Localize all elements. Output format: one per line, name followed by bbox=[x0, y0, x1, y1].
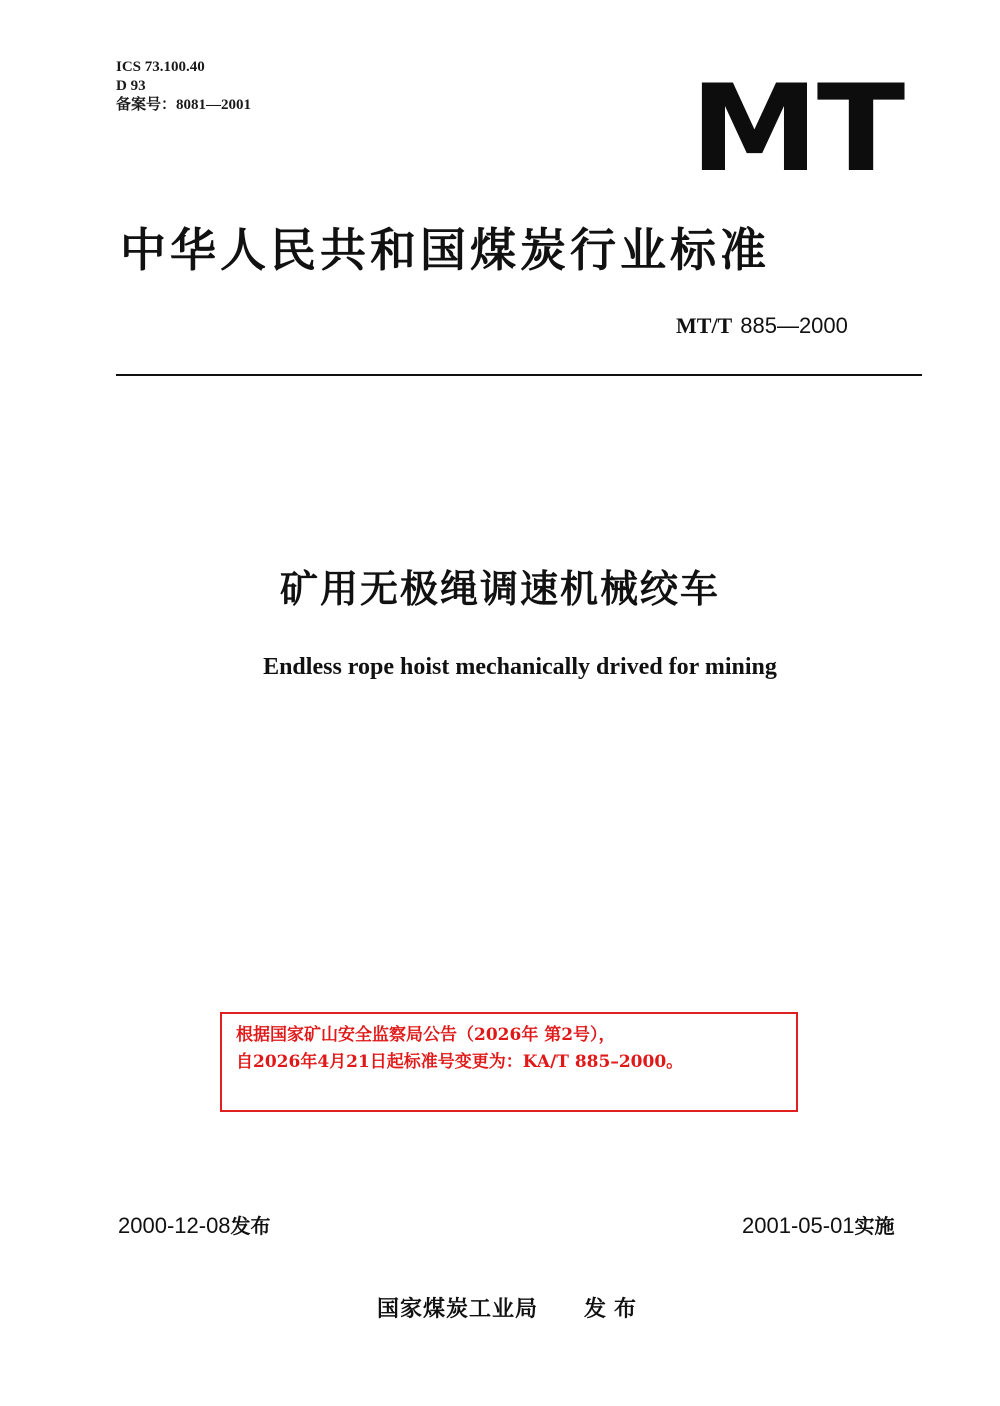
document-title-zh: 矿用无极绳调速机械绞车 bbox=[279, 567, 720, 611]
publisher-label: 发布 bbox=[584, 1297, 645, 1322]
effective-date-block bbox=[742, 1212, 895, 1241]
ccs-code: D 93 bbox=[116, 78, 146, 94]
issue-label: 发布 bbox=[230, 1214, 271, 1238]
publisher-name: 国家煤炭工业局 bbox=[377, 1297, 539, 1322]
document-title-en: Endless rope hoist mechanically drived for mining bbox=[263, 654, 777, 680]
header-divider bbox=[116, 374, 922, 376]
standard-code-number: 885—2000 bbox=[740, 313, 848, 338]
filing-number: 备案号：8081—2001 bbox=[116, 97, 252, 113]
document-metadata bbox=[116, 58, 251, 115]
ics-code: ICS 73.100.40 bbox=[116, 59, 205, 75]
effective-label: 实施 bbox=[854, 1214, 895, 1238]
standard-code-prefix: MT/T bbox=[676, 313, 733, 338]
standard-category-title: 中华人民共和国煤炭行业标准 bbox=[120, 223, 770, 277]
issue-date: 2000-12-08 bbox=[118, 1213, 231, 1238]
standard-code bbox=[676, 312, 848, 341]
notice-line-2: 自2026年4月21日起标准号变更为：KA/T 885–2000。 bbox=[236, 1052, 684, 1072]
standard-change-notice bbox=[220, 1012, 798, 1112]
effective-date: 2001-05-01 bbox=[742, 1213, 855, 1238]
mt-logo: MT bbox=[690, 60, 904, 199]
publisher-block bbox=[377, 1296, 644, 1324]
notice-line-1: 根据国家矿山安全监察局公告（2026年 第2号）， bbox=[236, 1025, 616, 1045]
issue-date-block bbox=[118, 1212, 271, 1241]
